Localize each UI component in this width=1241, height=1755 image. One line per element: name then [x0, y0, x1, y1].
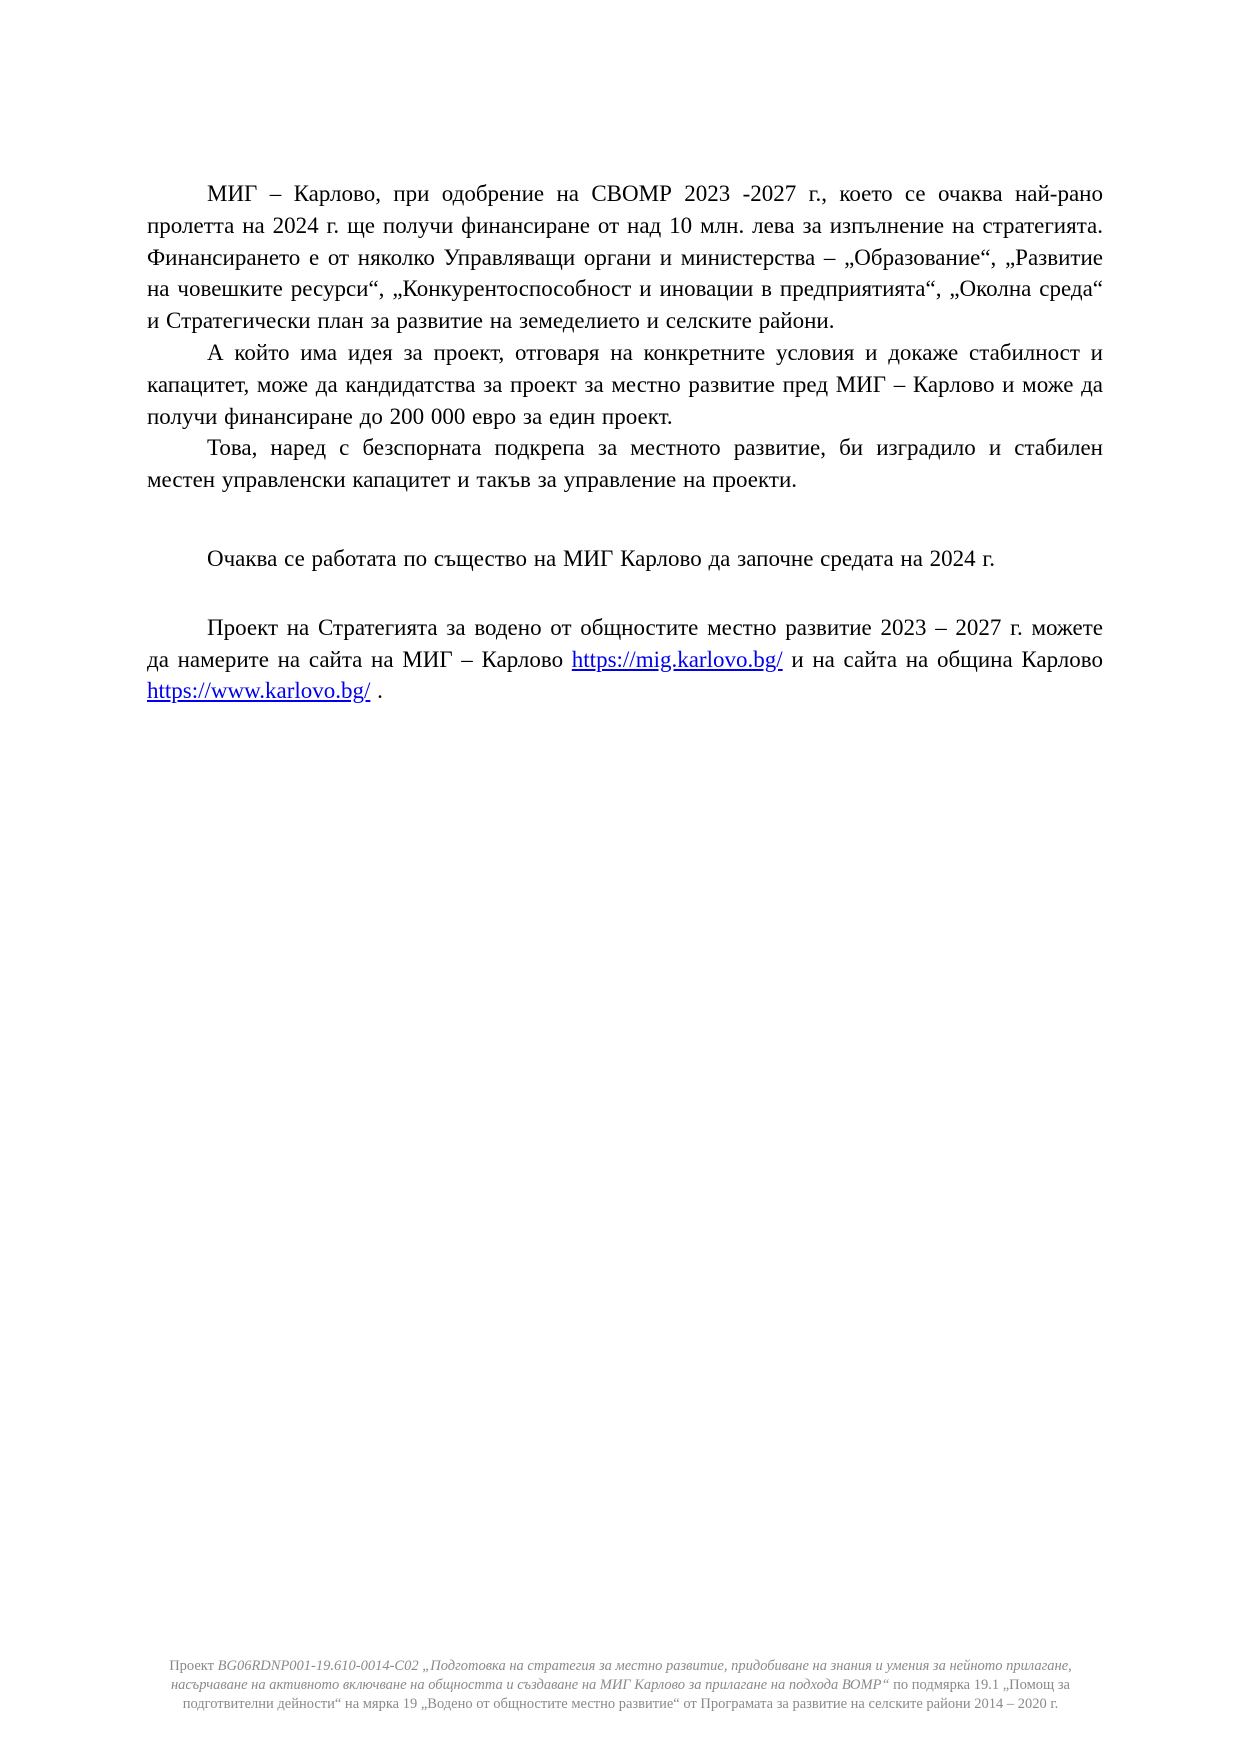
paragraph-strategy-links — [147, 612, 1103, 707]
links-text-before: Проект на Стратегията за водено от общностите местно развитие 2023 – 2027 г. можете да намерите на сайта на МИГ – Карлово — [147, 614, 1103, 672]
footer-project-code-title: BG06RDNP001-19.610-0014-C02 „Подготовка на стратегия за местно развитие, придобиване на знания и умения за нейното прилагане, насърчаване на активното включване на общността и създаване на МИГ Карлово за прилагане на подхода ВОМР“ — [170, 1658, 1072, 1693]
links-text-after: . — [370, 678, 383, 704]
page-footer — [140, 1657, 1101, 1714]
mig-karlovo-link[interactable]: https://mig.karlovo.bg/ — [571, 646, 783, 672]
paragraph-work-start: Очаква се работата по същество на МИГ Карлово да започне средата на 2024 г. — [207, 545, 996, 571]
footer-submeasure-text: по подмярка 19.1 „Помощ за подготвителни дейности“ на мярка 19 „Водено от общностите местно развитие“ от Програмата за развитие на селските райони 2014 – 2020 г. — [182, 1677, 1070, 1712]
links-text-middle: и на сайта на община Карлово — [782, 646, 1103, 672]
karlovo-municipality-link[interactable]: https://www.karlovo.bg/ — [147, 678, 371, 704]
paragraph-funding-overview: МИГ – Карлово, при одобрение на СВОМР 2023 -2027 г., което се очаква най-рано пролетта на 2024 г. ще получи финансиране от над 10 млн. лева за изпълнение на стратегията. Финансирането е от няколко Управляващи органи и министерства – „Образование“, „Развитие на човешките ресурси“, „Конкурентоспособност и иновации в предприятията“, „Околна среда“ и Стратегически план за развитие на земеделието и селските райони. — [147, 181, 1103, 334]
footer-project-label: Проект — [169, 1658, 218, 1674]
paragraph-project-eligibility: А който има идея за проект, отговаря на конкретните условия и докаже стабилност и капацитет, може да кандидатства за проект за местно развитие пред МИГ – Карлово и може да получи финансиране до 200 000 евро за един проект. — [147, 339, 1103, 429]
document-body — [147, 178, 1103, 707]
paragraph-local-capacity: Това, наред с безспорната подкрепа за местното развитие, би изградило и стабилен местен управленски капацитет и такъв за управление на проекти. — [147, 435, 1103, 493]
